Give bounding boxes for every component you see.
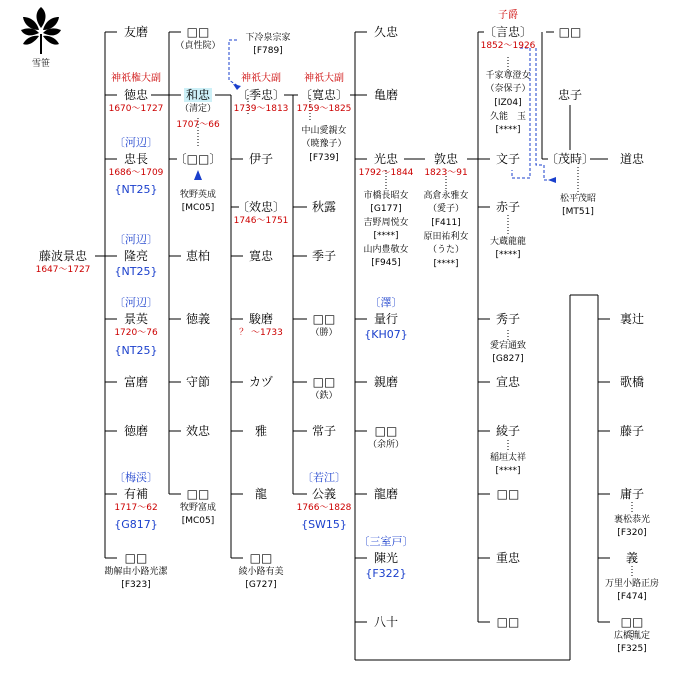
node-ryogyo-code: {KH07} [364, 328, 408, 341]
node-kazutada-years: 1707〜66 [176, 120, 220, 130]
node-shunma-years: ？ 〜1733 [239, 328, 283, 338]
node-kinari: 公義 [311, 487, 337, 501]
node-c3-last: □□ [249, 551, 273, 565]
node-kyuchu: 久忠 [373, 25, 399, 39]
node-yoshiko-code: [F320] [617, 528, 647, 538]
node-kagehide: 景英 [123, 312, 149, 326]
node-c1-last: □□ [124, 551, 148, 565]
node-tomimaro: 富磨 [123, 375, 149, 389]
spouse-top-code: [F789] [253, 46, 283, 56]
node-c2-last-spouse: 牧野富成 [179, 503, 217, 513]
node-hirotada-spouse: 中山愛親女 [301, 126, 347, 136]
node-takaaki: 隆亮 [123, 249, 149, 263]
node-shigetoki-spouse: 松平茂昭 [559, 194, 597, 204]
node-c8-last-spouse: 広橋胤定 [613, 631, 651, 641]
node-kazu: カヅ [248, 375, 274, 389]
node-kiko: 季子 [311, 249, 337, 263]
node-akiro: 秋露 [311, 200, 337, 214]
node-mitsutada-spouse-1: 市橋長昭女 [363, 191, 409, 201]
node-kagehide-branch: 〔河辺〕 [114, 296, 158, 309]
node-ayako-code: [****] [495, 466, 521, 476]
node-hideko-spouse: 愛宕通致 [489, 341, 527, 351]
node-arisuke-years: 1717〜62 [114, 503, 158, 513]
node-kinari-years: 1766〜1828 [296, 503, 352, 513]
node-tadanaga-years: 1686〜1709 [108, 168, 164, 178]
node-atsutada-spouse-2-name: （うた） [427, 245, 465, 255]
node-kototada-title: 子爵 [498, 10, 518, 21]
node-chinkou-code: {F322} [365, 567, 407, 580]
node-kototada-spouse-1-name: （奈保子） [485, 84, 531, 94]
node-michitada: 道忠 [619, 152, 645, 166]
node-hirotada-spouse-name: （暁豫子） [301, 139, 347, 149]
node-c8-last-code: [F325] [617, 644, 647, 654]
node-shinmaro: 親磨 [373, 375, 399, 389]
node-atsutada-spouse-1-name: （愛子） [427, 204, 465, 214]
node-c8-last: □□ [620, 615, 644, 629]
node-yoshiko-spouse: 裏松恭光 [613, 515, 651, 525]
node-kagetada: 藤波景忠 [38, 249, 88, 263]
node-tadanaga-code: {NT25} [114, 183, 158, 196]
node-c4-mid1: □□ [312, 312, 336, 326]
node-atsutada-spouse-1-code: [F411] [431, 218, 461, 228]
node-noritada-years: 1670〜1727 [108, 104, 164, 114]
node-ryogyo-branch: 〔澤〕 [369, 296, 403, 309]
node-tadako: 忠子 [557, 88, 583, 102]
node-tadanaga-branch: 〔河辺〕 [114, 136, 158, 149]
node-c1-last-code: [F323] [121, 580, 151, 590]
node-shigetoki-code: [MT51] [562, 207, 594, 217]
node-hirotada: 〔寛忠〕 [299, 88, 349, 102]
node-kouchu2: 效忠 [185, 424, 211, 438]
node-noritada: 徳忠 [123, 88, 149, 102]
node-suetada-years: 1739〜1813 [233, 104, 289, 114]
node-mitsutada-years: 1792〜1844 [358, 168, 414, 178]
node-tsuneko: 常子 [311, 424, 337, 438]
node-c3-last-code: [G727] [245, 580, 277, 590]
node-kagehide-years: 1720〜76 [114, 328, 158, 338]
node-mitsutada-spouse-1-code: [G177] [370, 204, 402, 214]
node-iko: 伊子 [248, 152, 274, 166]
node-kamemaro: 亀磨 [373, 88, 399, 102]
node-uratsuji: 裏辻 [619, 312, 645, 326]
node-ayako: 綾子 [495, 424, 521, 438]
node-yaso: 八十 [373, 615, 399, 629]
node-suetada-title: 神祇大副 [241, 73, 281, 84]
node-yoshi-code: [F474] [617, 592, 647, 602]
node-kototada-spouse-2-code: [****] [495, 125, 521, 135]
node-mitsutada-spouse-2-code: [****] [373, 231, 399, 241]
node-takaaki-code: {NT25} [114, 265, 158, 278]
node-yoshi-spouse: 万里小路正房 [604, 579, 660, 589]
node-arisuke: 有補 [123, 487, 149, 501]
node-c5-yosho-note: （余所） [367, 440, 405, 450]
node-c2-last: □□ [186, 487, 210, 501]
node-mitsutada: 光忠 [373, 152, 399, 166]
node-suetada: 〔季忠〕 [236, 88, 286, 102]
node-takaaki-branch: 〔河辺〕 [114, 233, 158, 246]
node-noritada-title: 神祇権大副 [111, 73, 161, 84]
node-tokugi: 徳義 [185, 312, 211, 326]
node-atsutada-years: 1823〜91 [424, 168, 468, 178]
node-akako: 赤子 [495, 200, 521, 214]
node-hideko-code: [G827] [492, 354, 524, 364]
node-hideko: 秀子 [495, 312, 521, 326]
spouse-top-note: 下冷泉宗家 [245, 33, 291, 43]
node-c5-yosho: □□ [374, 424, 398, 438]
node-kinari-branch: 〔若江〕 [302, 471, 346, 484]
node-shigetada: 重忠 [495, 551, 521, 565]
node-kototada: 〔言忠〕 [483, 25, 533, 39]
node-shunma: 駿磨 [248, 312, 274, 326]
node-tokumaro: 徳磨 [123, 424, 149, 438]
node-kototada-spouse-1-code: [IZ04] [494, 98, 522, 108]
node-c4-mid2: □□ [312, 375, 336, 389]
node-hirotada-years: 1759〜1825 [296, 104, 352, 114]
node-c4-mid2-note: （鉄） [310, 391, 338, 401]
node-kagetada-years: 1647〜1727 [35, 265, 91, 275]
node-mitsutada-spouse-3: 山内豊敬女 [363, 245, 409, 255]
node-ehaku: 恵柏 [185, 249, 211, 263]
node-kanchu: 寛忠 [248, 249, 274, 263]
node-c2-top-note: （貞性院） [175, 41, 221, 51]
node-mitsutada-spouse-2: 吉野周悦女 [363, 218, 409, 228]
node-c1-last-spouse: 勘解由小路光潔 [104, 567, 168, 577]
node-tadanaga: 忠長 [123, 152, 149, 166]
node-akako-code: [****] [495, 250, 521, 260]
node-kazutada-note: （清定） [179, 104, 217, 114]
node-senchu: 宣忠 [495, 375, 521, 389]
node-c2-last-code: [MC05] [181, 516, 215, 526]
node-shigetoki: 〔茂時〕 [545, 152, 595, 166]
node-hirotada-title: 神祇大副 [304, 73, 344, 84]
node-kazutada: 和忠 [185, 88, 211, 102]
node-yoshiko: 庸子 [619, 487, 645, 501]
node-arisuke-branch: 〔梅渓〕 [114, 471, 158, 484]
node-c2-bracket: 〔□□〕 [174, 152, 222, 166]
node-kototada-years: 1852〜1926 [480, 41, 536, 51]
node-c3-last-spouse: 綾小路有美 [238, 567, 284, 577]
node-kagehide-code: {NT25} [114, 344, 158, 357]
node-arisuke-code: {G817} [114, 518, 158, 531]
node-atsutada: 敦忠 [433, 152, 459, 166]
node-kototada-spouse-1: 千家尊澄女 [485, 71, 531, 81]
node-atsutada-spouse-2-code: [****] [433, 259, 459, 269]
node-c2-bracket-spouse: 牧野英成 [179, 190, 217, 200]
node-c4-mid1-note: （勝） [310, 328, 338, 338]
node-ryumaro: 龍磨 [373, 487, 399, 501]
node-atsutada-spouse-1: 高倉永雅女 [423, 191, 469, 201]
node-c2-top: □□ [186, 25, 210, 39]
node-c6-b: □□ [496, 615, 520, 629]
node-atsutada-spouse-2: 原田祐利女 [423, 232, 469, 242]
crest-label: 雪笹 [31, 59, 51, 69]
node-kinari-code: {SW15} [301, 518, 347, 531]
node-yurin: 友磨 [123, 25, 149, 39]
node-chinkou: 陳光 [373, 551, 399, 565]
node-hirotada-code: [F739] [309, 153, 339, 163]
node-mitsutada-spouse-3-code: [F945] [371, 258, 401, 268]
node-c7-top: □□ [558, 25, 582, 39]
node-morisetsu: 守節 [185, 375, 211, 389]
node-ryogyo: 量行 [373, 312, 399, 326]
node-c6-a: □□ [496, 487, 520, 501]
node-kouchu-years: 1746〜1751 [233, 216, 289, 226]
node-ryu: 龍 [254, 487, 268, 501]
node-kouchu: 〔效忠〕 [236, 200, 286, 214]
node-chinkou-branch: 〔三室戸〕 [358, 535, 414, 548]
node-fumiko: 文子 [495, 152, 521, 166]
node-masa: 雅 [254, 424, 268, 438]
node-utahashi: 歌橋 [619, 375, 645, 389]
node-kototada-spouse-2: 久能 玉 [489, 112, 527, 122]
node-c2-bracket-code: [MC05] [181, 203, 215, 213]
node-ayako-spouse: 稲垣太祥 [489, 453, 527, 463]
node-akako-spouse: 大蔵龍龍 [489, 237, 527, 247]
node-fujiko: 藤子 [619, 424, 645, 438]
node-yoshi: 義 [625, 551, 639, 565]
